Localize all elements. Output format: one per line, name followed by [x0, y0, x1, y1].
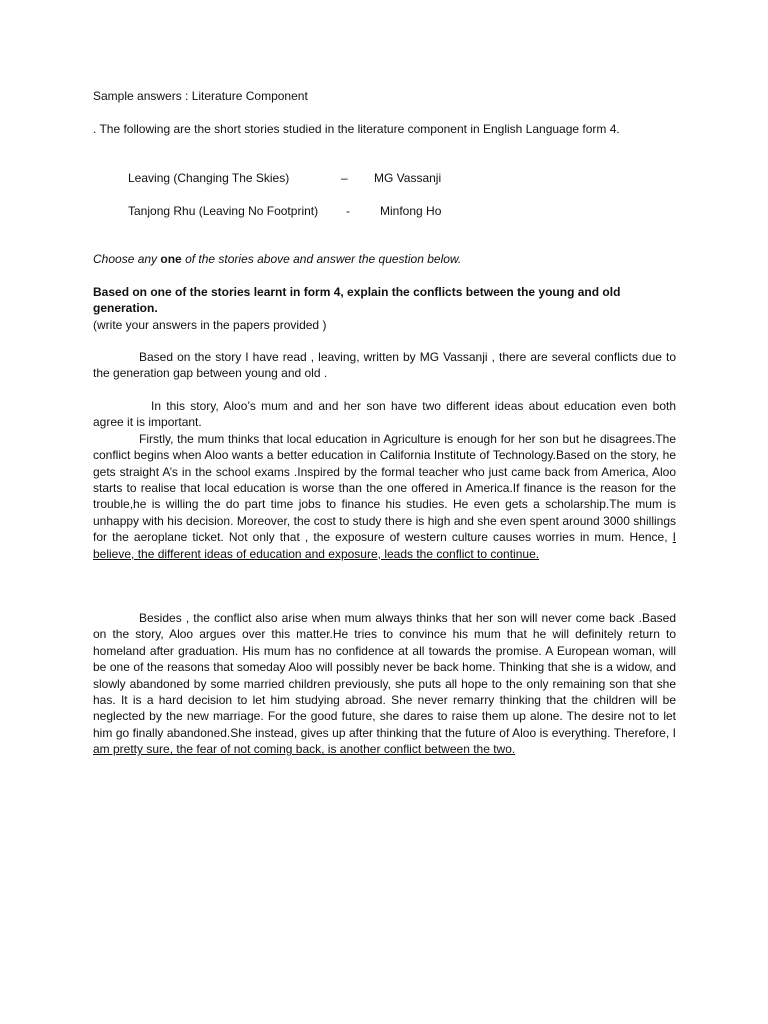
- story-dash: -: [346, 204, 350, 218]
- intro-text: . The following are the short stories studied in the literature component in English Language form 4.: [93, 122, 620, 136]
- underlined-conclusion: I believe, the different ideas of education and exposure, leads the conflict to continue.: [93, 530, 676, 561]
- instruction-text: Choose any one of the stories above and answer the question below.: [93, 252, 462, 266]
- question-text: Based on one of the stories learnt in form 4, explain the conflicts between the young and old generation.: [93, 285, 621, 316]
- question-note: (write your answers in the papers provided ): [93, 317, 327, 332]
- document-title: Sample answers : Literature Component: [93, 89, 308, 103]
- story-title: Tanjong Rhu (Leaving No Footprint): [128, 204, 319, 218]
- story-title: Leaving (Changing The Skies): [128, 171, 290, 185]
- question-block: [93, 284, 653, 333]
- story-author: MG Vassanji: [374, 171, 442, 185]
- answer-paragraph-intro: Based on the story I have read , leaving, written by MG Vassanji , there are several conflicts due to the generation gap between young and old .: [93, 350, 676, 381]
- underlined-conclusion: am pretty sure, the fear of not coming back, is another conflict between the two.: [93, 742, 516, 757]
- story-author: Minfong Ho: [380, 204, 442, 218]
- story-dash: –: [341, 171, 348, 185]
- answer-paragraph-education: In this story, Aloo’s mum and and her son have two different ideas about education even both agree it is important. Firstly, the mum thinks that local education in Agriculture is enough for her son but he disagrees.The conflict begins when Aloo wants a better education in California Institute of Technology.Based on the story, he gets straight A’s in the school exams .Inspired by the formal teacher who just came back from America, Aloo starts to realise that local education is worse than the one offered in America.If finance is the reason for the trouble,he is willing the do part time jobs to finance his studies. He even gets a scholarship.The mum is unhappy with his decision. Moreover, the cost to study there is high and she even spent around 3000 shillings for the aeroplane ticket. Not only that , the exposure of western culture causes worries in mum. Hence, I believe, the different ideas of education and exposure, leads the conflict to continue.: [93, 399, 676, 561]
- answer-paragraph-fear: Besides , the conflict also arise when mum always thinks that her son will never come back .Based on the story, Aloo argues over this matter.He tries to convince his mum that he will definitely return to homeland after graduation. His mum has no confidence at all towards the promise. A European woman, will be one of the reasons that someday Aloo will possibly never be back home. Thinking that she is a widow, and slowly abandoned by some married children previously, she puts all hope to the only remaining son that she has. It is a hard decision to let him studying abroad. She never remarry thinking that the children will be neglected by the new marriage. For the good future, she dares to raise them up alone. The desire not to let him go finally abandoned.She instead, gives up after thinking that the future of Aloo is everything. Therefore, I am pretty sure, the fear of not coming back, is another conflict between the two.: [93, 611, 676, 757]
